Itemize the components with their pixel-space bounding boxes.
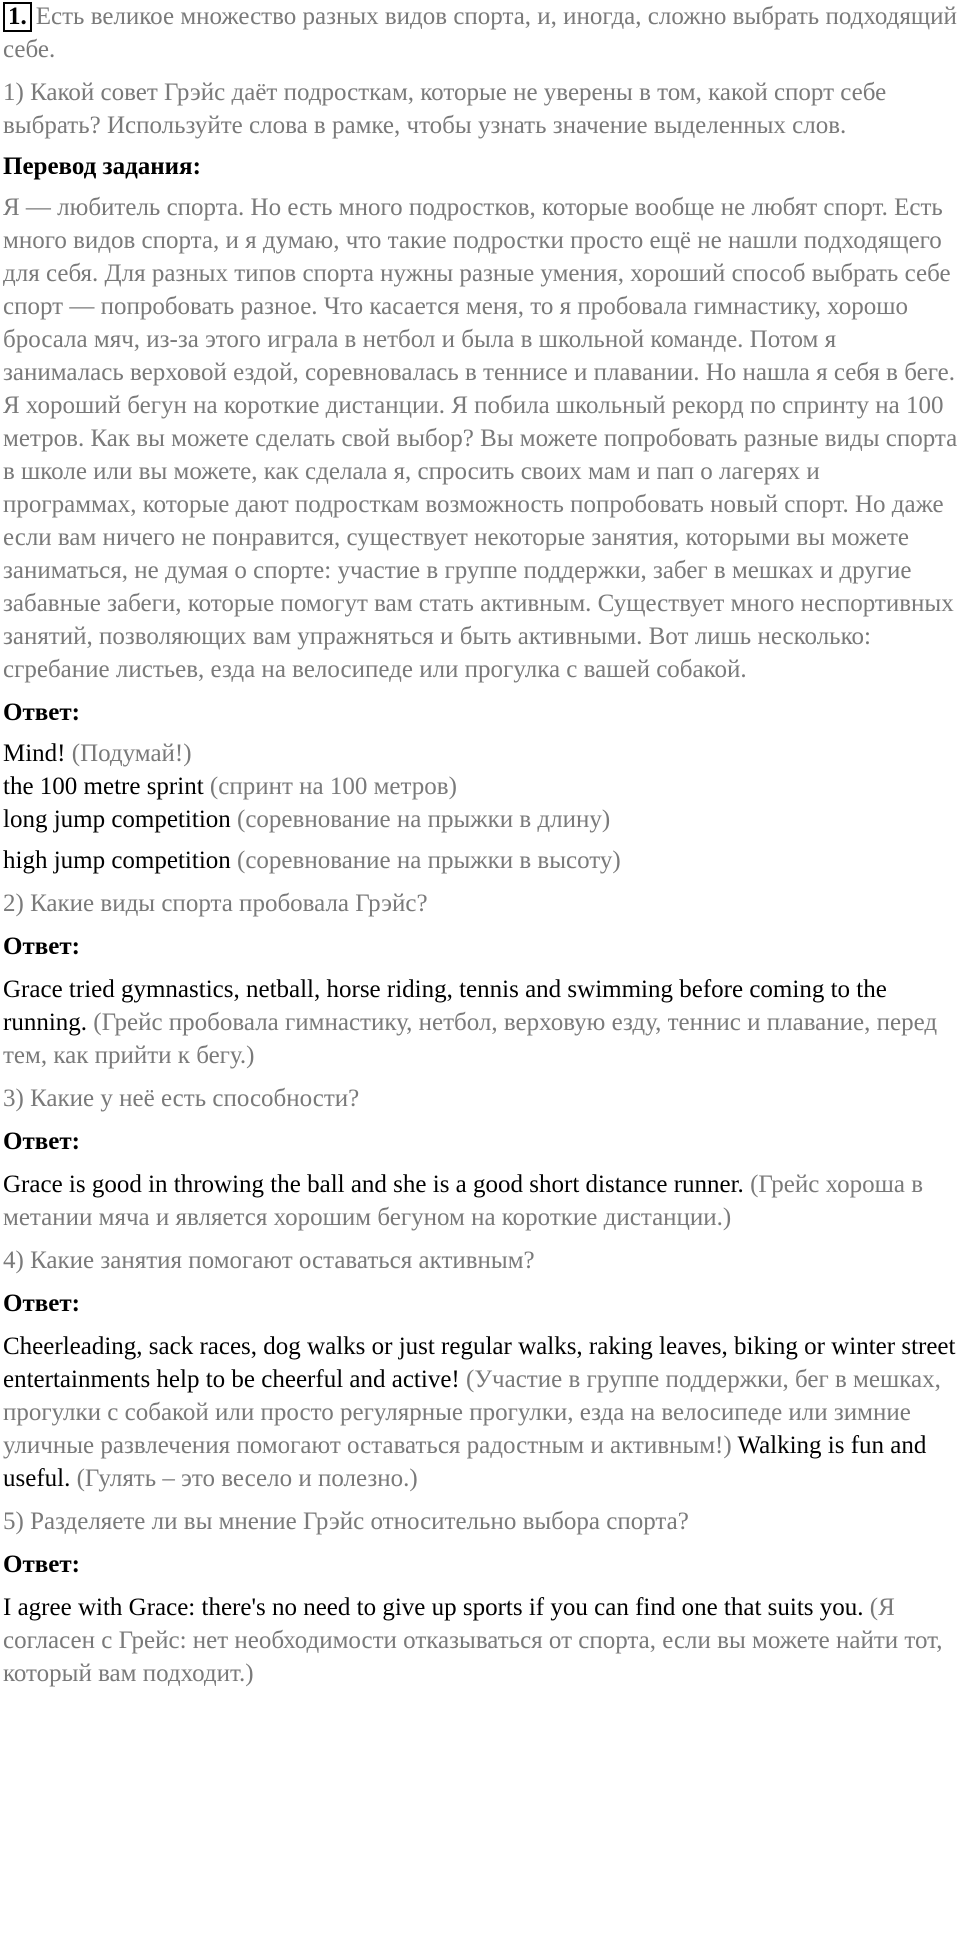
answer-2-ru: (Грейс пробовала гимнастику, нетбол, верховую езду, теннис и плавание, перед тем, как прийти к бегу.) bbox=[3, 1009, 938, 1069]
answer-1-en-2: the 100 metre sprint bbox=[3, 773, 204, 800]
answer-1-ru-4: (соревнование на прыжки в высоту) bbox=[230, 847, 621, 874]
question-2: 2) Какие виды спорта пробовала Грэйс? bbox=[3, 890, 428, 917]
answer-4 bbox=[3, 1330, 958, 1495]
answer-2-en: Grace tried gymnastics, netball, horse riding, tennis and swimming before coming to the running. bbox=[3, 976, 887, 1036]
question-1: 1) Какой совет Грэйс даёт подросткам, которые не уверены в том, какой спорт себе выбрать? Используйте слова в рамке, чтобы узнать значение выделенных слов. bbox=[3, 79, 887, 139]
answer-1-line-3 bbox=[3, 803, 958, 836]
answer-label-5: Ответ: bbox=[3, 1551, 80, 1578]
translation-heading: Перевод задания: bbox=[3, 153, 201, 180]
answer-4-en-2: Walking is fun and useful. bbox=[3, 1432, 927, 1492]
answer-label-3: Ответ: bbox=[3, 1128, 80, 1155]
answer-1-en-4: high jump competition bbox=[3, 847, 231, 874]
task-intro bbox=[3, 0, 958, 66]
answer-3 bbox=[3, 1168, 958, 1234]
answer-label-2: Ответ: bbox=[3, 933, 80, 960]
intro-text: Есть великое множество разных видов спорта, и, иногда, сложно выбрать подходящий себе. bbox=[3, 3, 957, 63]
answer-1-ru-3: (соревнование на прыжки в длину) bbox=[230, 806, 611, 833]
answer-1-en-3: long jump competition bbox=[3, 806, 231, 833]
translation-text: Я — любитель спорта. Но есть много подростков, которые вообще не любят спорт. Есть много видов спорта, и я думаю, что такие подростки просто ещё не нашли подходящего для себя. Для разных типов спорта нужны разные умения, хороший способ выбрать себе спорт — попробовать разное. Что касается меня, то я пробовала гимнастику, хорошо бросала мяч, из-за этого играла в нетбол и была в школьной команде. Потом я занималась верховой ездой, соревновалась в теннисе и плавании. Но нашла я себя в беге. Я хороший бегун на короткие дистанции. Я побила школьный рекорд по спринту на 100 метров. Как вы можете сделать свой выбор? Вы можете попробовать разные виды спорта в школе или вы можете, как сделала я, спросить своих мам и пап о лагерях и программах, которые дают подросткам возможность попробовать новый спорт. Но даже если вам ничего не понравится, существует некоторые занятия, которыми вы можете заниматься, не думая о спорте: участие в группе поддержки, забег в мешках и другие забавные забеги, которые помогут вам стать активным. Существует много неспортивных занятий, позволяющих вам упражняться и быть активными. Вот лишь несколько: сгребание листьев, езда на велосипеде или прогулка с вашей собакой. bbox=[3, 194, 958, 683]
task-number-box: 1. bbox=[3, 2, 32, 32]
answer-5 bbox=[3, 1591, 958, 1690]
answer-4-en-1: Cheerleading, sack races, dog walks or just regular walks, raking leaves, biking or winter street entertainments help to be cheerful and active! bbox=[3, 1333, 956, 1393]
question-4: 4) Какие занятия помогают оставаться активным? bbox=[3, 1247, 535, 1274]
answer-4-ru-2: (Гулять – это весело и полезно.) bbox=[70, 1465, 418, 1492]
answer-1-line-4 bbox=[3, 844, 958, 877]
answer-1-en-1: Mind! bbox=[3, 740, 66, 767]
answer-3-en: Grace is good in throwing the ball and she is a good short distance runner. bbox=[3, 1171, 744, 1198]
answer-label-4: Ответ: bbox=[3, 1290, 80, 1317]
question-5: 5) Разделяете ли вы мнение Грэйс относительно выбора спорта? bbox=[3, 1508, 689, 1535]
answer-1-line-2 bbox=[3, 770, 958, 803]
answer-1-ru-2: (спринт на 100 метров) bbox=[203, 773, 457, 800]
answer-2 bbox=[3, 973, 958, 1072]
question-3: 3) Какие у неё есть способности? bbox=[3, 1085, 360, 1112]
answer-1-ru-1: (Подумай!) bbox=[65, 740, 192, 767]
answer-5-ru: (Я согласен с Грейс: нет необходимости отказываться от спорта, если вы можете найти тот, который вам подходит.) bbox=[3, 1594, 943, 1687]
document-page bbox=[3, 0, 958, 1690]
answer-5-en: I agree with Grace: there's no need to give up sports if you can find one that suits you. bbox=[3, 1594, 864, 1621]
answer-label-1: Ответ: bbox=[3, 699, 80, 726]
answer-4-ru-1: (Участие в группе поддержки, бег в мешках, прогулки с собакой или просто регулярные прогулки, езда на велосипеде или зимние уличные развлечения помогают оставаться радостным и активным!) bbox=[3, 1366, 941, 1459]
answer-1-line-1 bbox=[3, 737, 958, 770]
answer-3-ru: (Грейс хороша в метании мяча и является хорошим бегуном на короткие дистанции.) bbox=[3, 1171, 924, 1231]
